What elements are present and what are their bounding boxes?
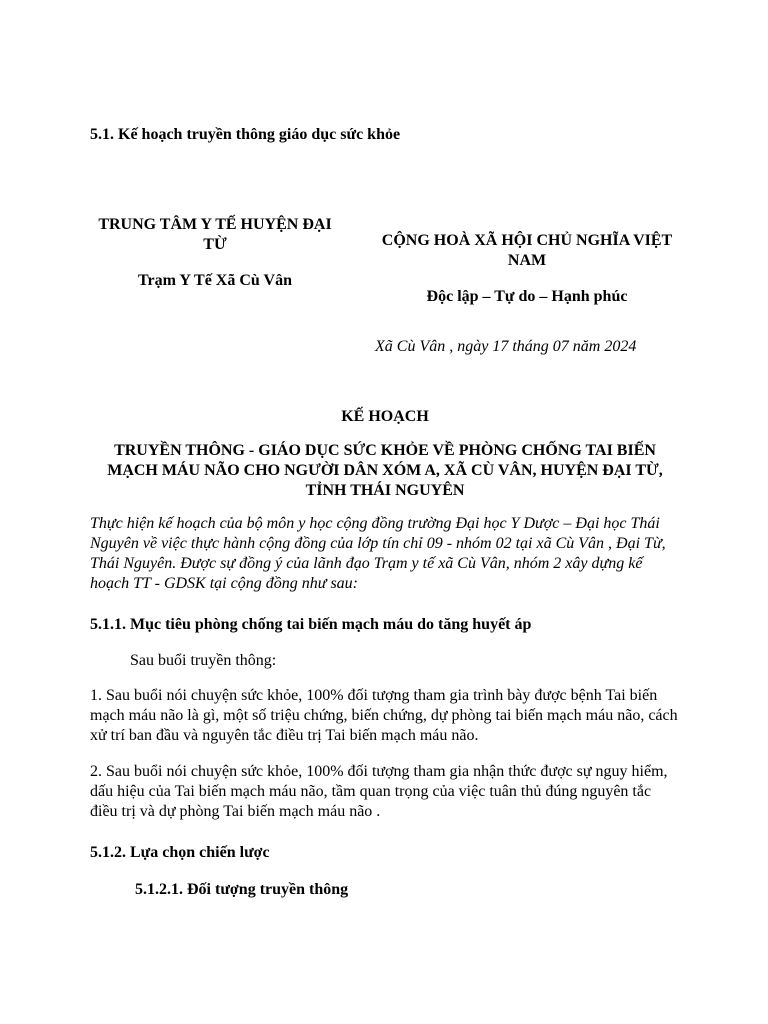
objective-1: 1. Sau buổi nói chuyện sức khỏe, 100% đối tượng tham gia trình bày được bệnh Tai biến mạch máu não là gì, một số triệu chứng, biến chứng, dự phòng tai biến mạch máu não, cách xử trí ban đầu và nguyên tắc điều trị Tai biến mạch máu não. [90,687,678,744]
after-session-text: Sau buổi truyền thông: [130,652,277,669]
intro-paragraph: Thực hiện kế hoạch của bộ môn y học cộng đồng trường Đại học Y Dược – Đại học Thái Nguyên về việc thực hành cộng đồng của lớp tín chỉ 09 - nhóm 02 tại xã Cù Vân , Đại Từ, Thái Nguyên. Được sự đồng ý của lãnh đạo Trạm y tế xã Cù Vân, nhóm 2 xây dựng kế hoạch TT - GDSK tại cộng đồng như sau: [90,515,666,592]
org-name: TRUNG TÂM Y TẾ HUYỆN ĐẠI TỪ [98,216,332,253]
doc-subtitle: TRUYỀN THÔNG - GIÁO DỤC SỨC KHỎE VỀ PHÒNG CHỐNG TAI BIẾN MẠCH MÁU NÃO CHO NGƯỜI DÂN XÓM A, XÃ CÙ VÂN, HUYỆN ĐẠI TỪ, TỈNH THÁI NGUYÊN [107,442,663,499]
national-motto: Độc lập – Tự do – Hạnh phúc [426,288,628,305]
objective-2: 2. Sau buổi nói chuyện sức khỏe, 100% đối tượng tham gia nhận thức được sự nguy hiểm, dấu hiệu của Tai biến mạch máu não, tầm quan trọng của việc tuân thủ đúng nguyên tắc điều trị và dự phòng Tai biến mạch máu não . [90,763,668,820]
date-line: Xã Cù Vân , ngày 17 tháng 07 năm 2024 [375,338,637,355]
country-name: CỘNG HOÀ XÃ HỘI CHỦ NGHĨA VIỆT NAM [381,232,673,269]
section-heading: 5.1. Kế hoạch truyền thông giáo dục sức khỏe [90,126,401,143]
heading-512: 5.1.2. Lựa chọn chiến lược [90,844,270,861]
unit-name: Trạm Y Tế Xã Cù Vân [138,272,292,289]
heading-511: 5.1.1. Mục tiêu phòng chống tai biến mạch máu do tăng huyết áp [90,616,532,633]
doc-title: KẾ HOẠCH [341,408,429,425]
heading-5121: 5.1.2.1. Đối tượng truyền thông [135,881,349,898]
